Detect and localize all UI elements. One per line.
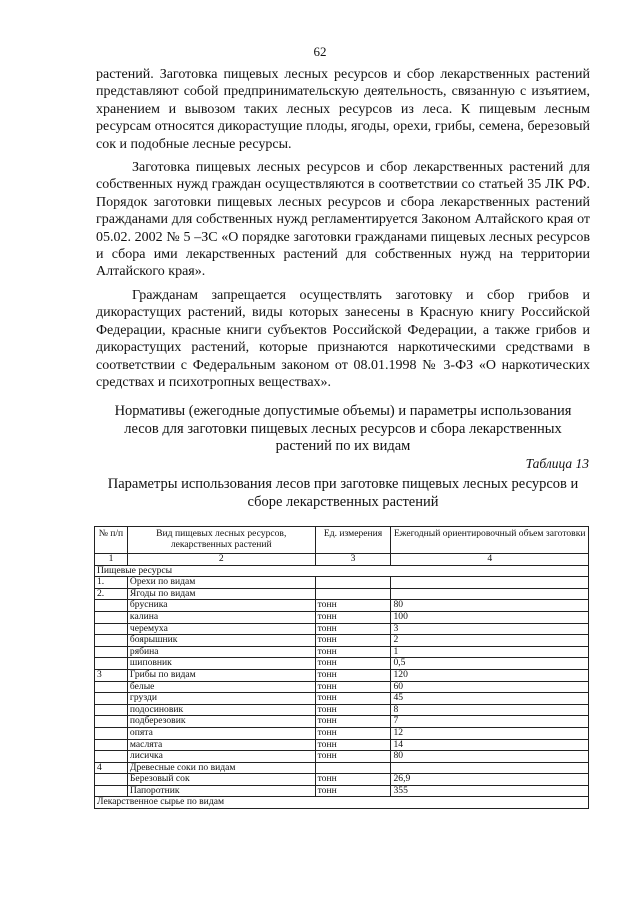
unit-cell	[315, 762, 391, 774]
number-cell: 4	[95, 762, 128, 774]
number-cell	[95, 600, 128, 612]
value-cell: 2	[391, 635, 589, 647]
name-cell: черемуха	[127, 623, 315, 635]
number-cell	[95, 623, 128, 635]
table-title: Параметры использования лесов при заготовке пищевых лесных ресурсов и сборе лекарственных растений	[107, 476, 579, 510]
table-row	[95, 693, 589, 705]
value-cell: 26,9	[391, 774, 589, 786]
number-cell: 3	[95, 669, 128, 681]
value-cell: 100	[391, 611, 589, 623]
value-cell: 0,5	[391, 658, 589, 670]
table-row	[95, 588, 589, 600]
unit-cell	[315, 588, 391, 600]
name-cell: опята	[127, 727, 315, 739]
name-cell: Березовый сок	[127, 774, 315, 786]
number-cell	[95, 751, 128, 763]
name-cell: подосиновик	[127, 704, 315, 716]
unit-cell: тонн	[315, 751, 391, 763]
number-cell: 2.	[95, 588, 128, 600]
table-label: Таблица 13	[525, 456, 589, 471]
value-cell	[391, 588, 589, 600]
number-cell	[95, 693, 128, 705]
column-number-row	[95, 554, 589, 566]
table-row	[95, 611, 589, 623]
parameters-table	[94, 526, 589, 809]
number-cell	[95, 774, 128, 786]
name-cell: Папоротник	[127, 785, 315, 797]
paragraph: Гражданам запрещается осуществлять заготовку и сбор грибов и дикорастущих растений, виды которых занесены в Красную книгу Российской Федерации, красные книги субъектов Российской Федерации, а также грибов и дикорастущих растений, которые признаются наркотическими средствами в соответствии с Федеральным законом от 08.01.1998 № 3-ФЗ «О наркотических средствах и психотропных веществах».	[96, 287, 590, 390]
value-cell: 3	[391, 623, 589, 635]
table-row	[95, 785, 589, 797]
number-cell	[95, 785, 128, 797]
number-cell	[95, 681, 128, 693]
column-number: 4	[391, 554, 589, 566]
number-cell	[95, 739, 128, 751]
table-row	[95, 727, 589, 739]
value-cell: 14	[391, 739, 589, 751]
name-cell: калина	[127, 611, 315, 623]
unit-cell: тонн	[315, 704, 391, 716]
column-number: 1	[95, 554, 128, 566]
unit-cell	[315, 577, 391, 589]
name-cell: маслята	[127, 739, 315, 751]
table-row	[95, 646, 589, 658]
unit-cell: тонн	[315, 669, 391, 681]
body-text	[96, 66, 590, 391]
unit-cell: тонн	[315, 600, 391, 612]
table-row	[95, 704, 589, 716]
name-cell: боярышник	[127, 635, 315, 647]
name-cell: подберезовик	[127, 716, 315, 728]
section-cell: Лекарственное сырье по видам	[95, 797, 589, 809]
section-cell: Пищевые ресурсы	[95, 565, 589, 577]
unit-cell: тонн	[315, 611, 391, 623]
number-cell	[95, 658, 128, 670]
name-cell: Орехи по видам	[127, 577, 315, 589]
table-row	[95, 762, 589, 774]
number-cell	[95, 635, 128, 647]
table-row	[95, 669, 589, 681]
paragraph: Заготовка пищевых лесных ресурсов и сбор лекарственных растений для собственных нужд граждан осуществляются в соответствии со статьей 35 ЛК РФ. Порядок заготовки пищевых лесных ресурсов и сбора лекарственных растений гражданами для собственных нужд регламентируется Законом Алтайского края от 05.02. 2002 № 5 –ЗС «О порядке заготовки гражданами пищевых лесных ресурсов и сбора ими лекарственных растений для собственных нужд на территории Алтайского края».	[96, 160, 590, 280]
table-row	[95, 623, 589, 635]
unit-cell: тонн	[315, 727, 391, 739]
unit-cell: тонн	[315, 774, 391, 786]
value-cell: 355	[391, 785, 589, 797]
name-cell: грузди	[127, 693, 315, 705]
table-row	[95, 774, 589, 786]
table-header-row	[95, 527, 589, 554]
table-row	[95, 751, 589, 763]
table-row	[95, 716, 589, 728]
value-cell	[391, 577, 589, 589]
number-cell	[95, 646, 128, 658]
table-row	[95, 577, 589, 589]
unit-cell: тонн	[315, 635, 391, 647]
header-cell-unit: Ед. измерения	[315, 527, 391, 554]
value-cell: 80	[391, 751, 589, 763]
value-cell: 120	[391, 669, 589, 681]
unit-cell: тонн	[315, 716, 391, 728]
table-row	[95, 635, 589, 647]
unit-cell: тонн	[315, 646, 391, 658]
unit-cell: тонн	[315, 681, 391, 693]
value-cell: 12	[391, 727, 589, 739]
column-number: 3	[315, 554, 391, 566]
value-cell: 45	[391, 693, 589, 705]
unit-cell: тонн	[315, 785, 391, 797]
name-cell: шиповник	[127, 658, 315, 670]
header-cell-resource-type: Вид пищевых лесных ресурсов, лекарственных растений	[127, 527, 315, 554]
name-cell: Древесные соки по видам	[127, 762, 315, 774]
unit-cell: тонн	[315, 739, 391, 751]
header-cell-number: № п/п	[95, 527, 128, 554]
value-cell: 7	[391, 716, 589, 728]
name-cell: лисичка	[127, 751, 315, 763]
value-cell: 1	[391, 646, 589, 658]
value-cell: 80	[391, 600, 589, 612]
name-cell: брусника	[127, 600, 315, 612]
name-cell: Ягоды по видам	[127, 588, 315, 600]
number-cell	[95, 716, 128, 728]
unit-cell: тонн	[315, 693, 391, 705]
paragraph: растений. Заготовка пищевых лесных ресурсов и сбор лекарственных растений представляют собой предпринимательскую деятельность, связанную с изъятием, хранением и вывозом таких лесных ресурсов из леса. К пищевым лесным ресурсам относятся дикорастущие плоды, ягоды, орехи, грибы, семена, березовый сок и подобные лесные ресурсы.	[96, 67, 590, 152]
number-cell	[95, 727, 128, 739]
header-cell-annual-volume: Ежегодный ориентировочный объем заготовки	[391, 527, 589, 554]
table-row	[95, 681, 589, 693]
table-row	[95, 600, 589, 612]
unit-cell: тонн	[315, 658, 391, 670]
number-cell: 1.	[95, 577, 128, 589]
value-cell	[391, 762, 589, 774]
value-cell: 8	[391, 704, 589, 716]
number-cell	[95, 611, 128, 623]
table-row	[95, 658, 589, 670]
section-title: Нормативы (ежегодные допустимые объемы) и параметры использования лесов для заготовки пищевых лесных ресурсов и сбора лекарственных растений по их видам	[114, 403, 572, 455]
table-row	[95, 739, 589, 751]
name-cell: Грибы по видам	[127, 669, 315, 681]
page-number: 62	[313, 44, 327, 59]
table-section-row	[95, 797, 589, 809]
unit-cell: тонн	[315, 623, 391, 635]
number-cell	[95, 704, 128, 716]
value-cell: 60	[391, 681, 589, 693]
name-cell: рябина	[127, 646, 315, 658]
column-number: 2	[127, 554, 315, 566]
name-cell: белые	[127, 681, 315, 693]
table-section-row	[95, 565, 589, 577]
